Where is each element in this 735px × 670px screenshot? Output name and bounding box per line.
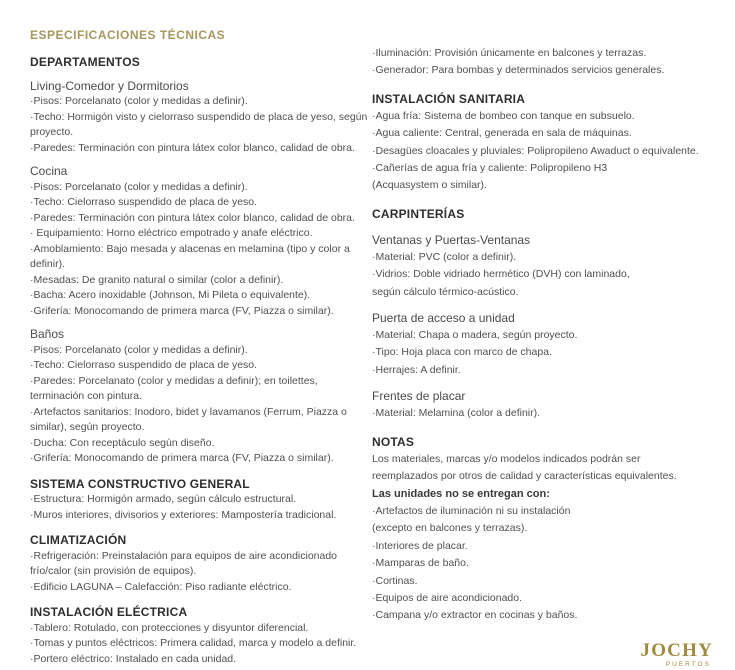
spec-line: ·Pisos: Porcelanato (color y medidas a definir). bbox=[30, 95, 248, 107]
spec-line: ·Pisos: Porcelanato (color y medidas a definir). bbox=[30, 180, 248, 193]
spec-line: ·Agua fría: Sistema de bombeo con tanque en subsuelo. bbox=[372, 109, 635, 122]
right-column-content bbox=[372, 45, 729, 625]
subsection-title: Living-Comedor y Dormitorios bbox=[30, 78, 189, 93]
spec-line: ·Paredes: Terminación con pintura látex color blanco, calidad de obra. bbox=[30, 141, 355, 154]
spec-line: ·Tablero: Rotulado, con protecciones y disyuntor diferencial. bbox=[30, 621, 309, 634]
spec-line: ·Interiores de placar. bbox=[372, 539, 468, 552]
spec-line: ·Cañerías de agua fría y caliente: Polipropileno H3 bbox=[372, 162, 608, 175]
spec-line: ·Tipo: Hoja placa con marco de chapa. bbox=[372, 346, 552, 359]
spec-line: ·Paredes: Terminación con pintura látex color blanco, calidad de obra. bbox=[30, 211, 355, 224]
spec-line: ·Equipos de aire acondicionado. bbox=[372, 591, 523, 604]
subsection-title: Ventanas y Puertas-Ventanas bbox=[372, 232, 531, 247]
spec-line: ·Estructura: Hormigón armado, según cálculo estructural. bbox=[30, 493, 297, 505]
spec-line: ·Grifería: Monocomando de primera marca (FV, Piazza o similar). bbox=[30, 304, 334, 317]
spec-line: ·Ducha: Con receptáculo según diseño. bbox=[30, 436, 215, 449]
spec-line: ·Techo: Cielorraso suspendido de placa de yeso. bbox=[30, 359, 258, 371]
spec-line: (Acquasystem o similar). bbox=[372, 179, 487, 192]
logo-wordmark: JOCHY bbox=[640, 639, 713, 661]
spec-line: ·Material: PVC (color a definir). bbox=[372, 250, 517, 263]
spec-line: ·Material: Chapa o madera, según proyecto. bbox=[372, 329, 578, 342]
spec-line: ·Agua caliente: Central, generada en sala de máquinas. bbox=[372, 127, 632, 140]
spec-line: ·Campana y/o extractor en cocinas y baños. bbox=[372, 609, 578, 622]
spec-line: ·Techo: Hormigón visto y cielorraso suspendido de placa de yeso, según proyecto. bbox=[30, 110, 368, 138]
page-title: ESPECIFICACIONES TÉCNICAS bbox=[30, 28, 226, 42]
spec-line: ·Grifería: Monocomando de primera marca (FV, Piazza o similar). bbox=[30, 452, 334, 464]
logo-tagline: PUERTOS bbox=[665, 660, 711, 668]
spec-line: ·Muros interiores, divisorios y exteriores: Mampostería tradicional. bbox=[30, 508, 337, 521]
section-heading: CLIMATIZACIÓN bbox=[30, 533, 127, 547]
section-heading: INSTALACIÓN SANITARIA bbox=[372, 91, 526, 106]
spec-line: ·Bacha: Acero inoxidable (Johnson, Mi Pileta o equivalente). bbox=[30, 289, 311, 301]
spec-line: ·Herrajes: A definir. bbox=[372, 363, 461, 376]
section-heading: DEPARTAMENTOS bbox=[30, 55, 140, 69]
spec-line: ·Artefactos sanitarios: Inodoro, bidet y lavamanos (Ferrum, Piazza o similar), según proyecto. bbox=[30, 405, 347, 433]
spec-line: ·Desagües cloacales y pluviales: Polipropileno Awaduct o equivalente. bbox=[372, 144, 699, 157]
spec-line: ·Amoblamiento: Bajo mesada y alacenas en melamina (tipo y color a definir). bbox=[30, 242, 350, 270]
subsection-title: Frentes de placar bbox=[372, 389, 466, 404]
section-heading: CARPINTERÍAS bbox=[372, 206, 465, 221]
spec-line: Los materiales, marcas y/o modelos indicados podrán ser bbox=[372, 452, 641, 465]
subsection-title: Puerta de acceso a unidad bbox=[372, 311, 515, 326]
spec-line: según cálculo térmico-acústico. bbox=[372, 285, 519, 298]
subsection-title: Baños bbox=[30, 327, 65, 341]
left-column-content bbox=[30, 55, 372, 667]
spec-line: ·Refrigeración: Preinstalación para equipos de aire acondicionado frío/calor (sin provisión de equipos). bbox=[30, 549, 338, 577]
spec-line: ·Paredes: Porcelanato (color y medidas a definir); en toilettes, terminación con pintura. bbox=[30, 374, 318, 402]
spec-line: ·Vidrios: Doble vidriado hermético (DVH) con laminado, bbox=[372, 268, 630, 281]
spec-line: ·Mesadas: De granito natural o similar (color a definir). bbox=[30, 273, 284, 286]
subsection-title: Cocina bbox=[30, 164, 68, 178]
section-heading: SISTEMA CONSTRUCTIVO GENERAL bbox=[30, 476, 250, 491]
emphasis-line: Las unidades no se entregan con: bbox=[372, 487, 550, 500]
spec-line: (excepto en balcones y terrazas). bbox=[372, 522, 528, 535]
right-column bbox=[372, 45, 729, 670]
left-column bbox=[30, 28, 372, 670]
section-heading: INSTALACIÓN ELÉCTRICA bbox=[30, 605, 188, 619]
spec-line: ·Mamparas de baño. bbox=[372, 557, 469, 570]
spec-line: reemplazados por otros de calidad y características equivalentes. bbox=[372, 470, 677, 483]
spec-line: · Equipamiento: Horno eléctrico empotrado y anafe eléctrico. bbox=[30, 227, 313, 239]
section-heading: NOTAS bbox=[372, 434, 415, 449]
spec-line: ·Iluminación: Provisión únicamente en balcones y terrazas. bbox=[372, 47, 647, 59]
spec-line: ·Pisos: Porcelanato (color y medidas a definir). bbox=[30, 343, 248, 356]
spec-line: ·Artefactos de iluminación ni su instalación bbox=[372, 504, 571, 517]
spec-line: ·Edificio LAGUNA – Calefacción: Piso radiante eléctrico. bbox=[30, 580, 292, 593]
spec-line: ·Portero eléctrico: Instalado en cada unidad. bbox=[30, 652, 237, 665]
spec-line: ·Material: Melamina (color a definir). bbox=[372, 407, 541, 420]
spec-line: ·Generador: Para bombas y determinados servicios generales. bbox=[372, 64, 665, 77]
spec-line: ·Tomas y puntos eléctricos: Primera calidad, marca y modelo a definir. bbox=[30, 637, 357, 649]
spec-line: ·Techo: Cielorraso suspendido de placa de yeso. bbox=[30, 196, 258, 208]
spec-line: ·Cortinas. bbox=[372, 574, 418, 587]
brand-logo bbox=[372, 641, 729, 669]
